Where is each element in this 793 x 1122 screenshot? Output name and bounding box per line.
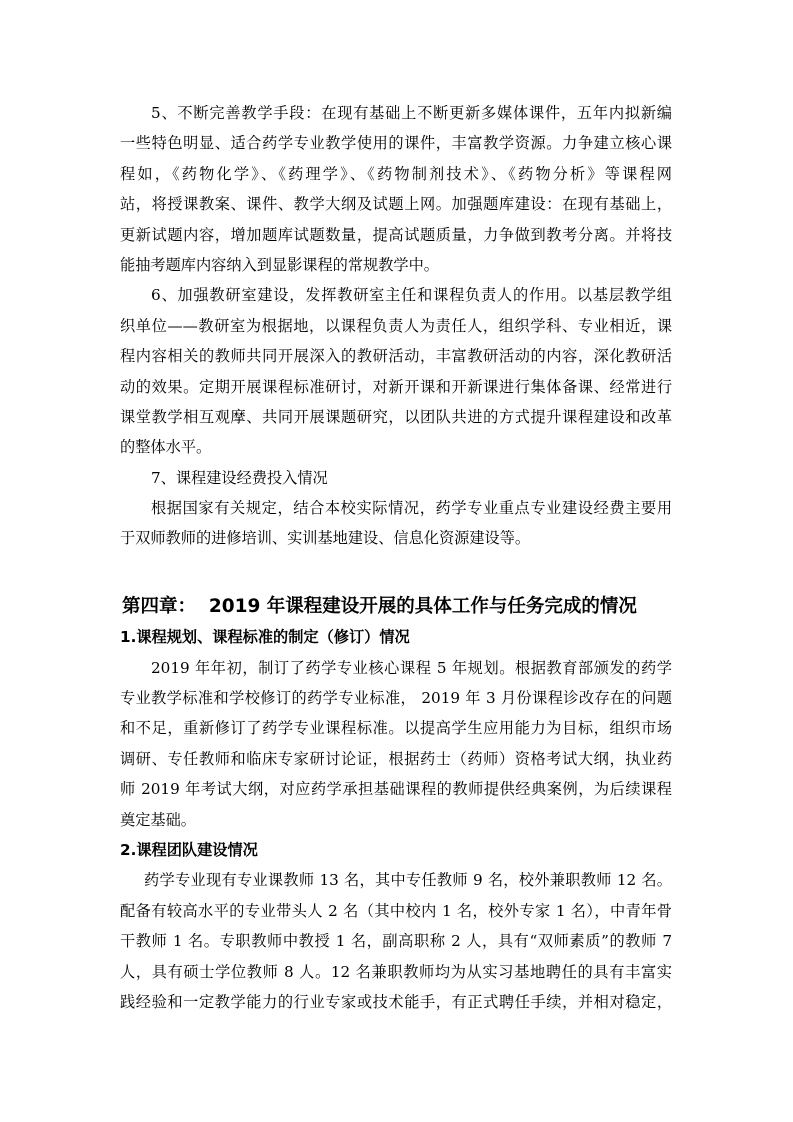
paragraph-line: 调研、专任教师和临床专家研讨论证，根据药士（药师）资格考试大纲，执业药 <box>120 749 672 768</box>
paragraph-line: 的整体水平。 <box>120 438 212 457</box>
paragraph-line: 站，将授课教案、课件、教学大纲及试题上网。加强题库建设：在现有基础上， <box>120 195 672 214</box>
paragraph-line: 一些特色明显、适合药学专业教学使用的课件，丰富教学资源。力争建立核心课 <box>120 134 672 153</box>
paragraph-line: 配备有较高水平的专业带头人 2 名（其中校内 1 名，校外专家 1 名），中青年骨 <box>120 901 672 920</box>
paragraph-item-6 <box>120 280 672 462</box>
paragraph-line: 5、不断完善教学手段：在现有基础上不断更新多媒体课件，五年内拟新编 <box>151 104 672 122</box>
paragraph-line: 程内容相关的教师共同开展深入的教研活动，丰富教研活动的内容，深化教研活 <box>120 347 672 366</box>
paragraph-line: 干教师 1 名。专职教师中教授 1 名，副高职称 2 人，具有“双师素质”的教师 7 <box>120 932 672 951</box>
paragraph-line: 2019 年年初，制订了药学专业核心课程 5 年规划。根据教育部颁发的药学 <box>151 658 672 677</box>
section-2-title: 2.课程团队建设情况 <box>120 840 258 859</box>
paragraph-line: 践经验和一定教学能力的行业专家或技术能手，有正式聘任手续，并相对稳定， <box>120 992 672 1011</box>
paragraph-line: 专业教学标准和学校修订的药学专业标准， 2019 年 3 月份课程诊改存在的问题 <box>120 689 672 708</box>
paragraph-funding <box>120 493 672 554</box>
paragraph-line: 更新试题内容，增加题库试题数量，提高试题质量，力争做到教考分离。并将技 <box>120 225 672 244</box>
page-content <box>120 98 672 1017</box>
paragraph-line: 6、加强教研室建设，发挥教研室主任和课程负责人的作用。以基层教学组 <box>151 286 672 305</box>
paragraph-line: 织单位——教研室为根据地，以课程负责人为责任人，组织学科、专业相近，课 <box>120 316 672 335</box>
paragraph-line: 和不足，重新修订了药学专业课程标准。以提高学生应用能力为目标，组织市场 <box>120 719 672 738</box>
paragraph-line: 人，具有硕士学位教师 8 人。12 名兼职教师均为从实习基地聘任的具有丰富实 <box>120 962 672 981</box>
section-1-title: 1.课程规划、课程标准的制定（修订）情况 <box>120 628 410 647</box>
paragraph-line: 师 2019 年考试大纲，对应药学承担基础课程的教师提供经典案例，为后续课程 <box>120 780 672 799</box>
paragraph-item-5 <box>120 98 672 280</box>
paragraph-line: 于双师教师的进修培训、实训基地建设、信息化资源建设等。 <box>120 529 531 548</box>
paragraph-line: 奠定基础。 <box>120 810 196 829</box>
paragraph-line: 药学专业现有专业课教师 13 名，其中专任教师 9 名，校外兼职教师 12 名。 <box>144 871 672 890</box>
item-7-title: 7、课程建设经费投入情况 <box>151 468 328 487</box>
paragraph-line: 程如，《药物化学》、《药理学》、《药物制剂技术》、《药物分析》等课程网 <box>120 164 672 183</box>
paragraph-line: 课堂教学相互观摩、共同开展课题研究，以团队共进的方式提升课程建设和改革 <box>120 407 672 426</box>
paragraph-section-1 <box>120 653 672 835</box>
paragraph-line: 根据国家有关规定，结合本校实际情况，药学专业重点专业建设经费主要用 <box>151 499 672 518</box>
paragraph-line: 动的效果。定期开展课程标准研讨，对新开课和开新课进行集体备课、经常进行 <box>120 377 672 396</box>
paragraph-section-2 <box>120 865 672 1017</box>
paragraph-line: 能抽考题库内容纳入到显影课程的常规教学中。 <box>120 255 439 274</box>
chapter-title: 第四章： 2019 年课程建设开展的具体工作与任务完成的情况 <box>122 595 637 617</box>
